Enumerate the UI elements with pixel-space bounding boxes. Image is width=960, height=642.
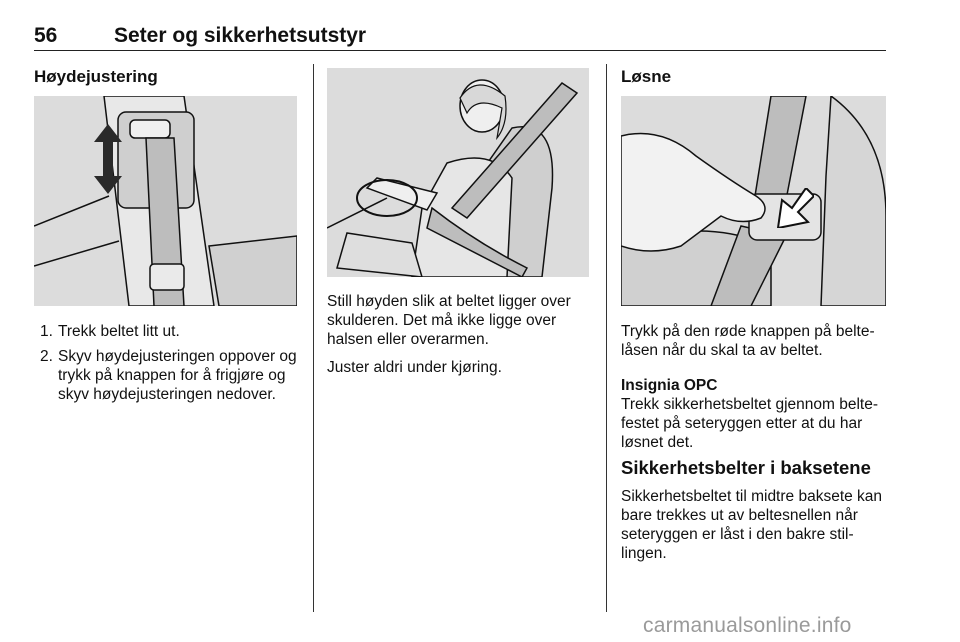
illustration-belt-height-adjuster	[34, 96, 297, 306]
page-header	[34, 24, 886, 51]
step-text: Skyv høydejusteringen oppover og trykk på knappen for å frigjøre og skyv høydejusteringen nedover.	[58, 348, 297, 403]
steps-list-container	[34, 322, 302, 410]
illustration-belt-release	[621, 96, 886, 306]
list-item	[34, 322, 302, 341]
step-number: 2.	[40, 348, 53, 365]
steps-list	[34, 322, 302, 404]
column-divider-2	[606, 64, 607, 612]
subheading-insignia-opc: Insignia OPC	[621, 377, 718, 394]
step-number: 1.	[40, 323, 53, 340]
column-divider-1	[313, 64, 314, 612]
paragraph: Trekk sikkerhetsbeltet gjennom beltefestet på seteryggen etter at du har løsnet det.	[621, 396, 879, 451]
col3-text	[621, 322, 889, 461]
col3-text-rear	[621, 487, 889, 572]
step-text: Trekk beltet litt ut.	[58, 323, 180, 340]
adjust-arrow-icon	[94, 124, 122, 194]
page-number: 56	[34, 24, 58, 47]
section-heading-release: Løsne	[621, 67, 672, 86]
paragraph: Trykk på den røde knappen på beltelåsen når du skal ta av beltet.	[621, 323, 875, 359]
paragraph: Juster aldri under kjøring.	[327, 359, 502, 376]
press-arrow-icon	[776, 188, 814, 228]
list-item	[34, 347, 302, 404]
paragraph: Still høyden slik at beltet ligger over skulderen. Det må ikke ligge over halsen eller overarmen.	[327, 293, 571, 348]
col2-text	[327, 292, 595, 386]
chapter-title: Seter og sikkerhetsutstyr	[114, 24, 367, 47]
section-heading-height-adjust: Høydejustering	[34, 67, 158, 86]
watermark: carmanualsonline.info	[643, 614, 852, 637]
section-heading-rear-belts: Sikkerhetsbelter i baksetene	[621, 457, 871, 478]
illustration-driver-belt-position	[327, 68, 589, 277]
paragraph: Sikkerhetsbeltet til midtre baksete kan bare trekkes ut av beltesnellen når seteryggen er låst i den bakre stillingen.	[621, 488, 883, 562]
